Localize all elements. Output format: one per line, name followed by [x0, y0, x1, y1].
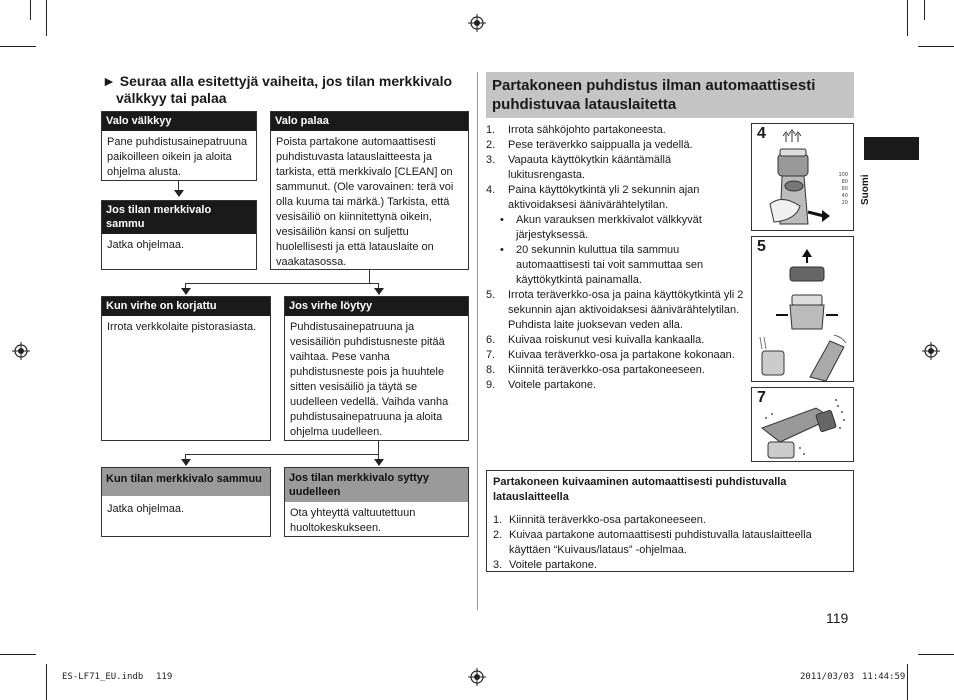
arrow-down-icon	[174, 190, 184, 197]
crop-mark	[907, 664, 908, 700]
crop-mark	[46, 664, 47, 700]
step-item: 2. Pese teräverkko saippualla ja vedellä.	[486, 139, 693, 151]
flow-connector	[185, 283, 379, 284]
footer-file: ES-LF71_EU.indb	[62, 672, 144, 682]
registration-mark-icon	[468, 14, 486, 32]
page-number: 119	[826, 610, 849, 626]
step-item: 7. Kuivaa teräverkko-osa ja partakone kokonaan.	[486, 349, 735, 361]
section-title: Partakoneen puhdistus ilman automaattisesti puhdistuvaa latauslaitetta	[486, 72, 854, 118]
figure-4: 4 100 80 60 40 20	[751, 123, 854, 231]
figure-5: 5	[751, 236, 854, 382]
flow-connector	[178, 181, 179, 190]
sub-bullet: • 20 sekunnin kuluttua tila sammuu automaattisesti tai voit sammuttaa sen käyttökytkintä painamalla.	[500, 244, 704, 286]
step-item: 5. Irrota teräverkko-osa ja paina käyttökytkintä yli 2 sekunnin ajan aktivoidaksesi äänivärähtelytilan. Puhdista laite juoksevan veden alla.	[486, 289, 744, 331]
step-item: 1. Irrota sähköjohto partakoneesta.	[486, 124, 666, 136]
heading-arrow-icon: ►	[102, 73, 116, 89]
registration-mark-icon	[922, 342, 940, 360]
step-item: 4. Paina käyttökytkintä yli 2 sekunnin ajan aktivoidaksesi äänivärähtelytilan.	[486, 184, 700, 211]
flow-box-error-fixed: Kun virhe on korjattu Irrota verkkolaite pistorasiasta.	[101, 296, 271, 441]
footer-time: 11:44:59	[862, 672, 906, 682]
sub-bullet: • Akun varauksen merkkivalot välkkyvät järjestyksessä.	[500, 214, 702, 241]
flow-connector	[369, 270, 370, 283]
crop-mark	[0, 46, 36, 47]
crop-mark	[918, 46, 954, 47]
arrow-down-icon	[181, 288, 191, 295]
arrow-down-icon	[374, 459, 384, 466]
crop-mark	[30, 0, 31, 20]
crop-mark	[0, 654, 36, 655]
crop-mark	[918, 654, 954, 655]
crop-mark	[907, 0, 908, 36]
flow-box-light-on: Valo palaa Poista partakone automaattisesti puhdistuvasta latauslaitteesta ja tarkista, että merkkivalo [CLEAN] on sammunut. (Ole varovainen: terä voi olla kuuma tai märkä.) Tarkista, että vesisäiliö on kiinnitettynä oikein, vesisäiliön kansi on suljettu huolellisesti ja että latauslaite on vaakatasossa.	[270, 111, 469, 270]
column-divider	[477, 72, 478, 610]
dry-step: 3. Voitele partakone.	[493, 559, 598, 571]
dry-step: 1. Kiinnitä teräverkko-osa partakoneeseen.	[493, 514, 706, 526]
footer-page: 119	[156, 672, 173, 682]
dry-step: 2. Kuivaa partakone automaattisesti puhdistuvalla latauslaitteella käyttäen “Kuivaus/lataus” -ohjelmaa.	[493, 529, 812, 556]
shaver-dry-illustration	[752, 388, 855, 463]
step-item: 9. Voitele partakone.	[486, 379, 597, 391]
language-tab	[864, 137, 919, 160]
flow-box-light-off: Jos tilan merkkivalo sammu Jatka ohjelmaa.	[101, 200, 257, 270]
arrow-down-icon	[374, 288, 384, 295]
figure-7: 7	[751, 387, 854, 462]
flow-box-light-blinking: Valo välkkyy Pane puhdistusainepatruuna paikoilleen oikein ja aloita ohjelma alusta.	[101, 111, 257, 181]
flow-heading: ► Seuraa alla esitettyjä vaiheita, jos tilan merkkivalo välkkyy tai palaa	[102, 73, 453, 106]
language-label: Suomi	[860, 174, 871, 205]
battery-level-scale: 100 80 60 40 20	[838, 172, 848, 206]
flow-box-light-goes-off: Kun tilan merkkivalo sammuu Jatka ohjelmaa.	[101, 467, 271, 537]
step-item: 3. Vapauta käyttökytkin kääntämällä lukitusrengasta.	[486, 154, 672, 181]
flow-box-light-on-again: Jos tilan merkkivalo syttyy uudelleen Ota yhteyttä valtuutettuun huoltokeskukseen.	[284, 467, 469, 537]
registration-mark-icon	[12, 342, 30, 360]
footer-date: 2011/03/03	[800, 672, 855, 682]
step-item: 8. Kiinnitä teräverkko-osa partakoneeseen.	[486, 364, 705, 376]
drying-box: Partakoneen kuivaaminen automaattisesti puhdistuvalla latauslaitteella 1. Kiinnitä teräverkko-osa partakoneeseen. 2. Kuivaa partakone automaattisesti puhdistuvalla latauslaitteella käyttäen “Kuivaus/lataus” -ohjelmaa. 3. Voitele partakone.	[486, 470, 854, 572]
cleaning-steps	[486, 123, 748, 393]
registration-mark-icon	[468, 668, 486, 686]
flow-connector	[378, 441, 379, 454]
step-item: 6. Kuivaa roiskunut vesi kuivalla kankaalla.	[486, 334, 705, 346]
flow-box-error-found: Jos virhe löytyy Puhdistusainepatruuna ja vesisäiliön puhdistusneste pitää vaihtaa. Pese vanha puhdistusneste pois ja huuhtele sitten vesisäiliö ja täytä se uudelleen vedellä. Vaihda vanha puhdistusainepatruuna ja aloita ohjelma uudelleen.	[284, 296, 469, 441]
arrow-down-icon	[181, 459, 191, 466]
flow-connector	[185, 454, 379, 455]
crop-mark	[924, 0, 925, 20]
crop-mark	[46, 0, 47, 36]
shaver-rinse-illustration	[752, 237, 855, 383]
